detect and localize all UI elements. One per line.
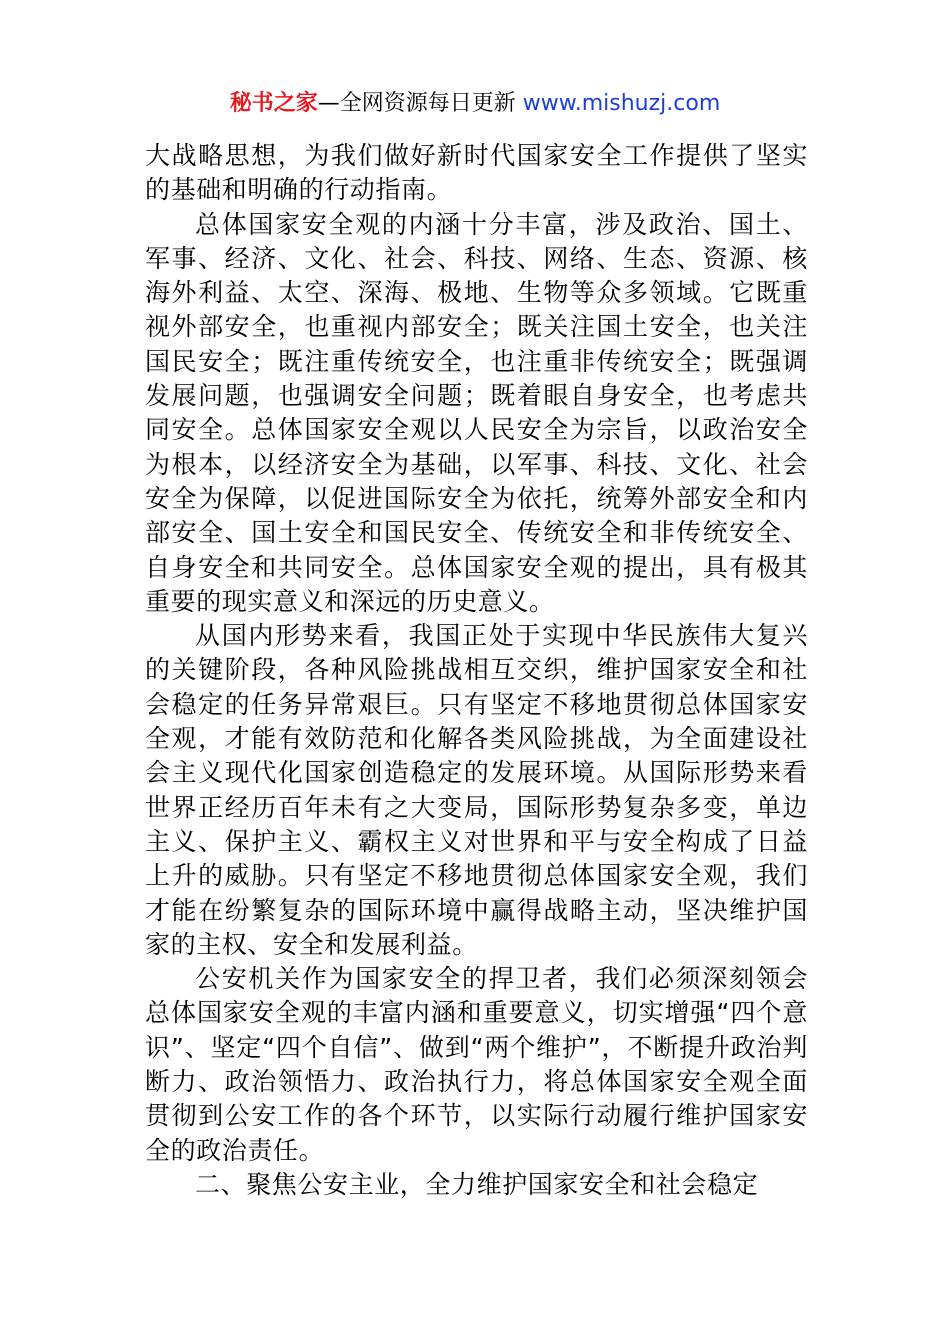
- document-body: [145, 139, 808, 1202]
- site-tagline: —全网资源每日更新: [317, 91, 523, 116]
- paragraph-situation: 从国内形势来看，我国正处于实现中华民族伟大复兴的关键阶段，各种风险挑战相互交织，维护国家安全和社会稳定的任务异常艰巨。只有坚定不移地贯彻总体国家安全观，才能有效防范和化解各类风险挑战，为全面建设社会主义现代化国家创造稳定的发展环境。从国际形势来看世界正经历百年未有之大变局，国际形势复杂多变，单边主义、保护主义、霸权主义对世界和平与安全构成了日益上升的威胁。只有坚定不移地贯彻总体国家安全观，我们才能在纷繁复杂的国际环境中赢得战略主动，坚决维护国家的主权、安全和发展利益。: [145, 621, 808, 959]
- paragraph-continuation: 大战略思想，为我们做好新时代国家安全工作提供了坚实的基础和明确的行动指南。: [145, 141, 808, 205]
- section-heading: 二、聚焦公安主业，全力维护国家安全和社会稳定: [195, 1169, 759, 1199]
- site-url-link[interactable]: www.mishuzj.com: [522, 91, 721, 116]
- paragraph-police-role: 公安机关作为国家安全的捍卫者，我们必须深刻领会总体国家安全观的丰富内涵和重要意义，切实增强“四个意识”、坚定“四个自信”、做到“两个维护”，不断提升政治判断力、政治领悟力、政治执行力，将总体国家安全观全面贯彻到公安工作的各个环节，以实际行动履行维护国家安全的政治责任。: [145, 964, 808, 1165]
- paragraph-connotation: 总体国家安全观的内涵十分丰富，涉及政治、国土、军事、经济、文化、社会、科技、网络、生态、资源、核海外利益、太空、深海、极地、生物等众多领域。它既重视外部安全，也重视内部安全；既关注国土安全，也关注国民安全；既注重传统安全，也注重非传统安全；既强调发展问题，也强调安全问题；既着眼自身安全，也考虑共同安全。总体国家安全观以人民安全为宗旨，以政治安全为根本，以经济安全为基础，以军事、科技、文化、社会安全为保障，以促进国际安全为依托，统筹外部安全和内部安全、国土安全和国民安全、传统安全和非传统安全、自身安全和共同安全。总体国家安全观的提出，具有极其重要的现实意义和深远的历史意义。: [145, 209, 808, 616]
- site-brand: 秘书之家: [229, 91, 318, 116]
- site-header: [0, 88, 950, 120]
